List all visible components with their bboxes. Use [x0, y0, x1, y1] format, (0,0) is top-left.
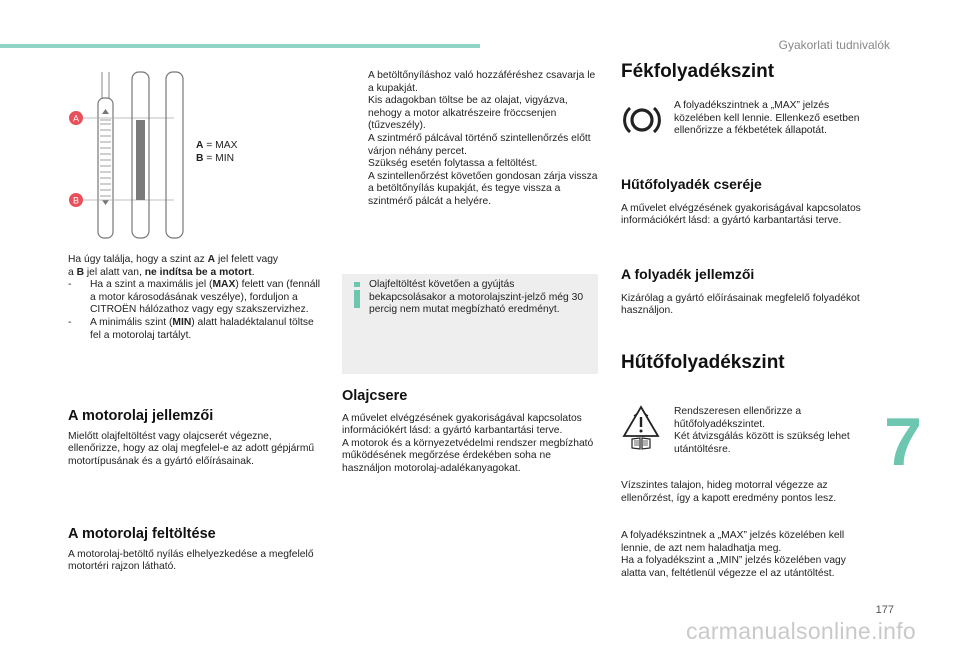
bullet-item: A betöltőnyíláshoz való hozzáféréshez csavarja le a kupakját. [368, 70, 596, 94]
heading-oil-filling: A motorolaj feltöltése [68, 526, 216, 542]
body-oil-filling: A motorolaj-betöltő nyílás elhelyezkedése a megfelelő motortéri rajzon látható. [68, 548, 314, 573]
brake-fluid-text: A folyadékszintnek a „MAX” jelzés közelében kell lennie. Ellenkező esetben ellenőrizze a fékbetétek állapotát. [674, 100, 860, 137]
bullet-item: A szintmérő pálcával történő szintellenőrzés előtt várjon néhány percet. [368, 132, 591, 157]
section-coolant-change [621, 178, 861, 228]
info-text: Olajfeltöltést követően a gyújtás bekapcsolásakor a motorolajszint-jelző még 30 percig nem mutat megbízható eredményt. [369, 279, 584, 316]
bullet-item: Kis adagokban töltse be az olajat, vigyázva, nehogy a motor alkatrészeire fröccsenjen (tűzveszély). [368, 95, 568, 132]
dash-item-max: - Ha a szint a maximális jel (MAX) felett van (fennáll a motor károsodásának veszélye), forduljon a CITROËN hálózathoz vagy egy szakszervizhez. [68, 279, 321, 316]
coolant-icon-text: Rendszeresen ellenőrizze a hűtőfolyadékszintet. Két átvizsgálás között is szükség lehet utántöltésre. [674, 406, 850, 455]
heading-oil-change: Olajcsere [342, 388, 408, 404]
info-box [342, 274, 598, 374]
column-middle-bullets [346, 70, 602, 209]
coolant-warning-book-icon [620, 404, 662, 450]
dipstick-illustration [64, 68, 194, 244]
body-coolant-change: A művelet elvégzésének gyakoriságával kapcsolatos információkért lásd: a gyártó karbantartási terve. [621, 202, 861, 227]
marker-a-label: A [72, 113, 80, 124]
coolant-paragraph-2: A folyadékszintnek a „MAX” jelzés közelében kell lennie, de azt nem haladhatja meg. Ha a folyadékszint a „MIN” jelzés közelében vagy alatta van, feltétlenül végezze el az utántöltést. [621, 530, 846, 579]
section-oil-change [342, 390, 598, 476]
section-oil-filling [68, 528, 326, 574]
heading-brake-fluid: Fékfolyadékszint [621, 61, 775, 82]
dipstick-legend: A = MAX B = MIN [196, 140, 238, 164]
section-oil-characteristics [68, 410, 326, 468]
heading-coolant-change: Hűtőfolyadék cseréje [621, 176, 762, 192]
column-left [68, 254, 326, 342]
body-oil-change-1: A művelet elvégzésének gyakoriságával kapcsolatos információkért lásd: a gyártó karbantartási terve. [342, 412, 582, 437]
dash-item-min: - A minimális szint (MIN) alatt haladéktalanul töltse fel a motorolaj tartályt. [68, 316, 314, 341]
body-oil-characteristics: Mielőtt olajfeltöltést vagy olajcserét végezne, ellenőrizze, hogy az olaj megfelel-e az adott gépjármű motortípusának és a gyártó előírásainak. [68, 430, 315, 467]
heading-coolant-level: Hűtőfolyadékszint [621, 352, 785, 373]
page-number: 177 [875, 604, 894, 616]
header-accent-bar [0, 44, 480, 48]
body-fluid-characteristics: Kizárólag a gyártó előírásainak megfelelő folyadékot használjon. [621, 292, 860, 317]
brake-warning-icon [622, 100, 662, 140]
section-fluid-characteristics [621, 268, 861, 318]
bullet-item: Szükség esetén folytassa a feltöltést. [368, 158, 538, 170]
info-icon [350, 282, 364, 308]
coolant-paragraph-1: Vízszintes talajon, hideg motorral végezze az ellenőrzést, így a kapott eredmény pontos lesz. [621, 480, 837, 504]
marker-b-label: B [72, 195, 80, 206]
section-brake-fluid [621, 61, 861, 82]
heading-oil-characteristics: A motorolaj jellemzői [68, 408, 214, 424]
bullet-item: A szintellenőrzést követően gondosan zárja vissza a betöltőnyílás kupakját, és tegye vissza a szintmérő pálcát a helyére. [368, 170, 598, 207]
section-header-title: Gyakorlati tudnivalók [778, 38, 890, 52]
section-coolant-level [621, 352, 861, 373]
body-oil-change-2: A motorok és a környezetvédelmi rendszer megbízható működésének megőrzése érdekében soha ne használjon motorolaj-adalékanyagokat. [342, 437, 594, 474]
watermark: carmanualsonline.info [685, 618, 916, 644]
heading-fluid-characteristics: A folyadék jellemzői [621, 266, 755, 282]
intro-paragraph: Ha úgy találja, hogy a szint az A jel felett vagy a B jel alatt van, ne indítsa be a motort. [68, 254, 279, 278]
chapter-number: 7 [884, 404, 922, 480]
